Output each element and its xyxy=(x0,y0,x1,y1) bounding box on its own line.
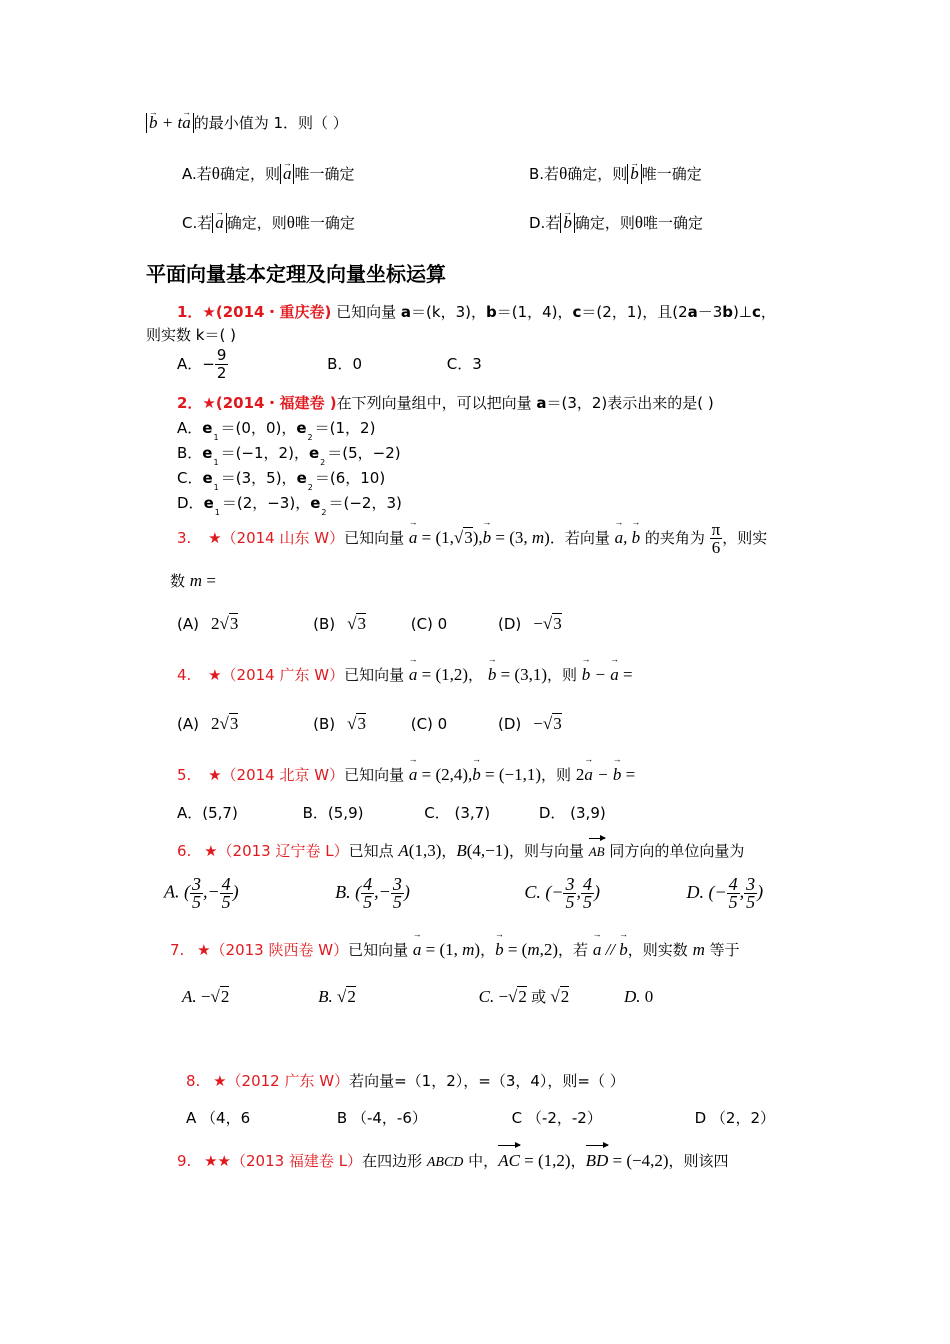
q2-stem: 2．★(2014・福建卷 )在下列向量组中，可以把向量 a＝(3，2)表示出来的是( ) xyxy=(177,394,714,412)
q5-options: A．(5,7) B．(5,9) C． (3,7) D． (3,9) xyxy=(177,804,606,822)
q0-option-d: D.若 b → 确定，则θ唯一确定 xyxy=(529,212,703,233)
q2-option-c: C．$e_1=(3$，5)，$e_2=(6$，10) xyxy=(177,469,386,492)
q8-options: A （4，6 B （-4，-6） C （-2，-2） D （2，2） xyxy=(186,1109,776,1127)
q7-stem: 7. ★（2013 陕西卷 W）已知向量 a → = (1, m)，b → = (m,2)，若 a → // b →，则实数 m 等于 xyxy=(170,939,740,960)
q3-line2: 数 m = xyxy=(170,571,216,590)
q3-options: (A) 2√3 (B) √3 (C) 0 (D) −√3 xyxy=(177,614,562,633)
abs-b-plus-ta: b → + ta → xyxy=(146,113,194,133)
q2-option-b: B．$e_1=(-1$，2)，$e_2=(5$，−2) xyxy=(177,444,401,467)
q3-stem: 3. ★（2014 山东 W）已知向量 a → = (1,√3),b → = (3, m)．若向量 a →, b → 的夹角为 $\frac{\pi}{6}$ ，则实 xyxy=(177,521,767,556)
q1-line2: 则实数 k＝( ) xyxy=(146,326,236,344)
q1-options: A．− $\frac{9}{2}$ B．0 C．3 xyxy=(177,346,482,382)
q2-option-d: D．$e_1=(2$，−3)，$e_2=(-2$，3) xyxy=(177,494,402,517)
q6-stem: 6. ★（2013 辽宁卷 L）已知点 A(1,3)，B(4,−1)，则与向量 AB 同方向的单位向量为 xyxy=(177,841,745,860)
q0-option-b: B.若θ确定，则 b → 唯一确定 xyxy=(529,163,702,184)
q6-options: A. ( $\frac{3}{5}$ ,− $\frac{4}{5}$ ) B. ( $\frac{4}{5}$ ,− $\frac{3}{5}$ ) C. (− $\frac{3}{5}$ , $\frac{4}{5}$ ) D. (− $\frac{4}{5}$ , $\frac{3}{5}$ ) xyxy=(164,874,764,912)
q7-options: A. −√2 B. √2 C. −√2 或 √2 D. 0 xyxy=(182,987,654,1006)
q2-option-a: A．$e_1=(0$，0)，$e_2=(1$，2) xyxy=(177,419,376,442)
q0-stem-text: 的最小值为 1．则（ ） xyxy=(193,114,348,132)
q0-stem-line xyxy=(146,112,348,133)
q5-stem: 5. ★（2014 北京 W）已知向量 a → = (2,4),b → = (−1,1)，则 2a → − b → = xyxy=(177,764,635,785)
section-title: 平面向量基本定理及向量坐标运算 xyxy=(146,262,446,286)
q4-options: (A) 2√3 (B) √3 (C) 0 (D) −√3 xyxy=(177,714,562,733)
q1-line1: 1．★(2014・重庆卷) 已知向量 a＝(k，3)，b＝(1，4)，c＝(2，1)，且(2a－3b)⊥c， xyxy=(177,303,776,321)
q8-stem: 8. ★（2012 广东 W）若向量=（1，2），=（3，4），则=（ ） xyxy=(186,1072,625,1090)
q9-stem: 9. ★★（2013 福建卷 L）在四边形 ABCD 中，AC = (1,2)，BD = (−4,2)，则该四 xyxy=(177,1151,729,1170)
q0-option-c: C.若 a → 确定，则θ唯一确定 xyxy=(182,212,355,233)
q4-stem: 4. ★（2014 广东 W）已知向量 a → = (1,2)， b → = (3,1)，则 b → − a → = xyxy=(177,664,633,685)
q0-option-a: A.若θ确定，则 a → 唯一确定 xyxy=(182,163,354,184)
